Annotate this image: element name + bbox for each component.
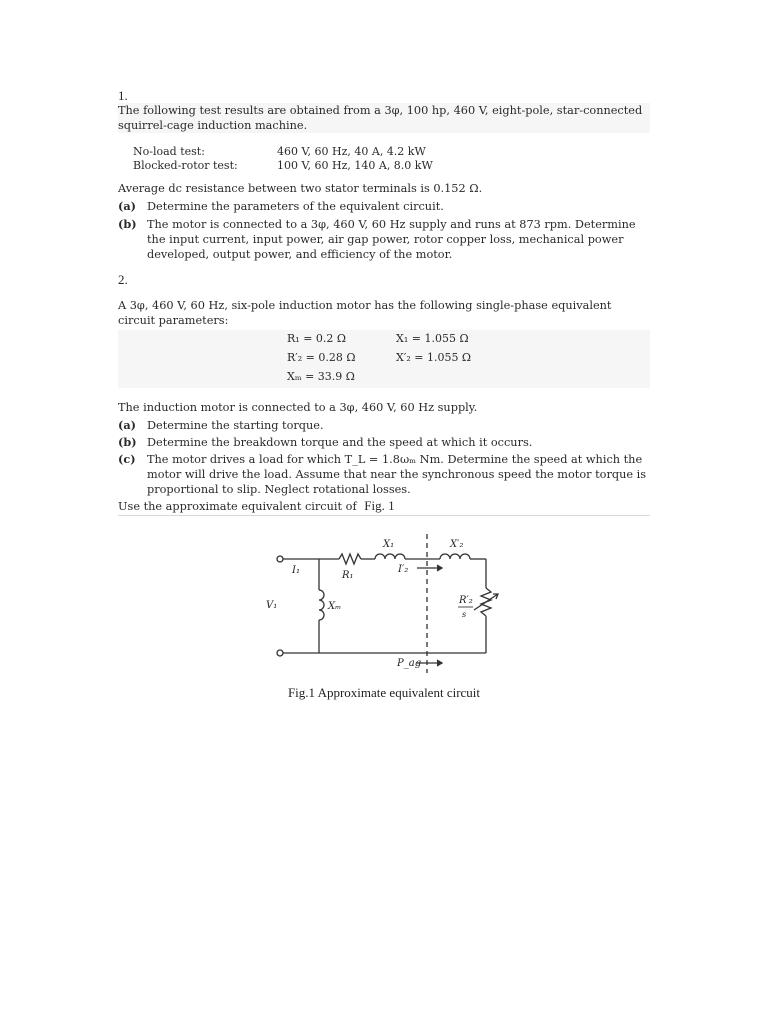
part-text: The motor is connected to a 3φ, 460 V, 60 Hz supply and runs at 873 rpm. Determine the input current, input power, air gap power, rotor copper loss, mechanical power developed, output power, and efficiency of the motor. — [147, 218, 636, 261]
part-label: (b) — [118, 217, 137, 231]
question-2-intro: A 3φ, 460 V, 60 Hz, six-pole induction motor has the following single-phase equivalent circuit parameters: — [118, 299, 612, 327]
question-1-intro: The following test results are obtained from a 3φ, 100 hp, 460 V, eight-pole, star-connected squirrel-cage induction machine. — [118, 103, 650, 133]
no-load-test-value: 460 V, 60 Hz, 40 A, 4.2 kW — [277, 145, 426, 158]
label-s: s — [462, 610, 467, 619]
part-label: (a) — [118, 199, 137, 213]
pag-arrow — [437, 660, 442, 666]
part-text: The motor drives a load for which T_L = 1.8ωₘ Nm. Determine the speed at which the motor will drive the load. Assume that near the synchronous speed the motor torque is proportional to slip. Neglect rotational losses. — [147, 453, 647, 496]
part-text: Determine the starting torque. — [147, 419, 324, 432]
no-load-test-label: No-load test: — [133, 145, 205, 158]
question-2-part-c — [118, 452, 650, 497]
label-r1: R₁ — [342, 570, 354, 581]
part-label: (b) — [118, 435, 137, 449]
part-text: Determine the breakdown torque and the speed at which it occurs. — [147, 436, 533, 449]
question-1-part-b — [118, 217, 650, 262]
question-2-part-a — [118, 418, 650, 433]
terminal-top — [277, 556, 283, 562]
param-x2: X′₂ = 1.055 Ω — [396, 351, 472, 364]
i2-arrow — [437, 565, 442, 571]
label-xm: Xₘ — [328, 601, 342, 612]
figure-note: Use the approximate equivalent circuit of — [118, 500, 357, 513]
question-2-number: 2. — [118, 272, 128, 287]
divider — [118, 515, 650, 516]
supply-text: The induction motor is connected to a 3φ, 460 V, 60 Hz supply. — [118, 401, 478, 414]
figure-caption: Fig.1 Approximate equivalent circuit — [287, 685, 481, 700]
figure-reference-line — [118, 498, 650, 514]
blocked-rotor-test-value: 100 V, 60 Hz, 140 A, 8.0 kW — [277, 159, 433, 172]
label-r2: R′₂ — [459, 595, 473, 606]
dc-resistance-text: Average dc resistance between two stator terminals is 0.152 Ω. — [118, 182, 483, 195]
terminal-bottom — [277, 650, 283, 656]
param-r1: R₁ = 0.2 Ω — [287, 332, 347, 345]
xm-inductor — [319, 590, 324, 620]
figure-note-ref: Fig. 1 — [364, 498, 395, 513]
parameter-box — [118, 330, 650, 388]
x2-inductor — [440, 554, 470, 559]
param-x1: X₁ = 1.055 Ω — [396, 332, 469, 345]
r1-resistor — [339, 554, 361, 564]
label-v1: V₁ — [266, 600, 278, 611]
question-2-part-b — [118, 435, 650, 450]
question-1-number: 1. — [118, 88, 128, 103]
param-r2: R′₂ = 0.28 Ω — [287, 351, 356, 364]
label-x1: X₁ — [383, 539, 395, 550]
x1-inductor — [375, 554, 405, 559]
label-i2: I′₂ — [398, 564, 409, 575]
part-label: (c) — [118, 452, 136, 466]
part-label: (a) — [118, 418, 137, 432]
question-1-part-a — [118, 199, 650, 214]
label-pag: P_ag — [397, 658, 422, 669]
label-x2: X′₂ — [450, 539, 464, 550]
label-i1: I₁ — [292, 565, 300, 576]
equivalent-circuit-diagram — [260, 528, 510, 678]
param-xm: Xₘ = 33.9 Ω — [287, 370, 355, 383]
part-text: Determine the parameters of the equivalent circuit. — [147, 200, 444, 213]
blocked-rotor-test-label: Blocked-rotor test: — [133, 159, 238, 172]
